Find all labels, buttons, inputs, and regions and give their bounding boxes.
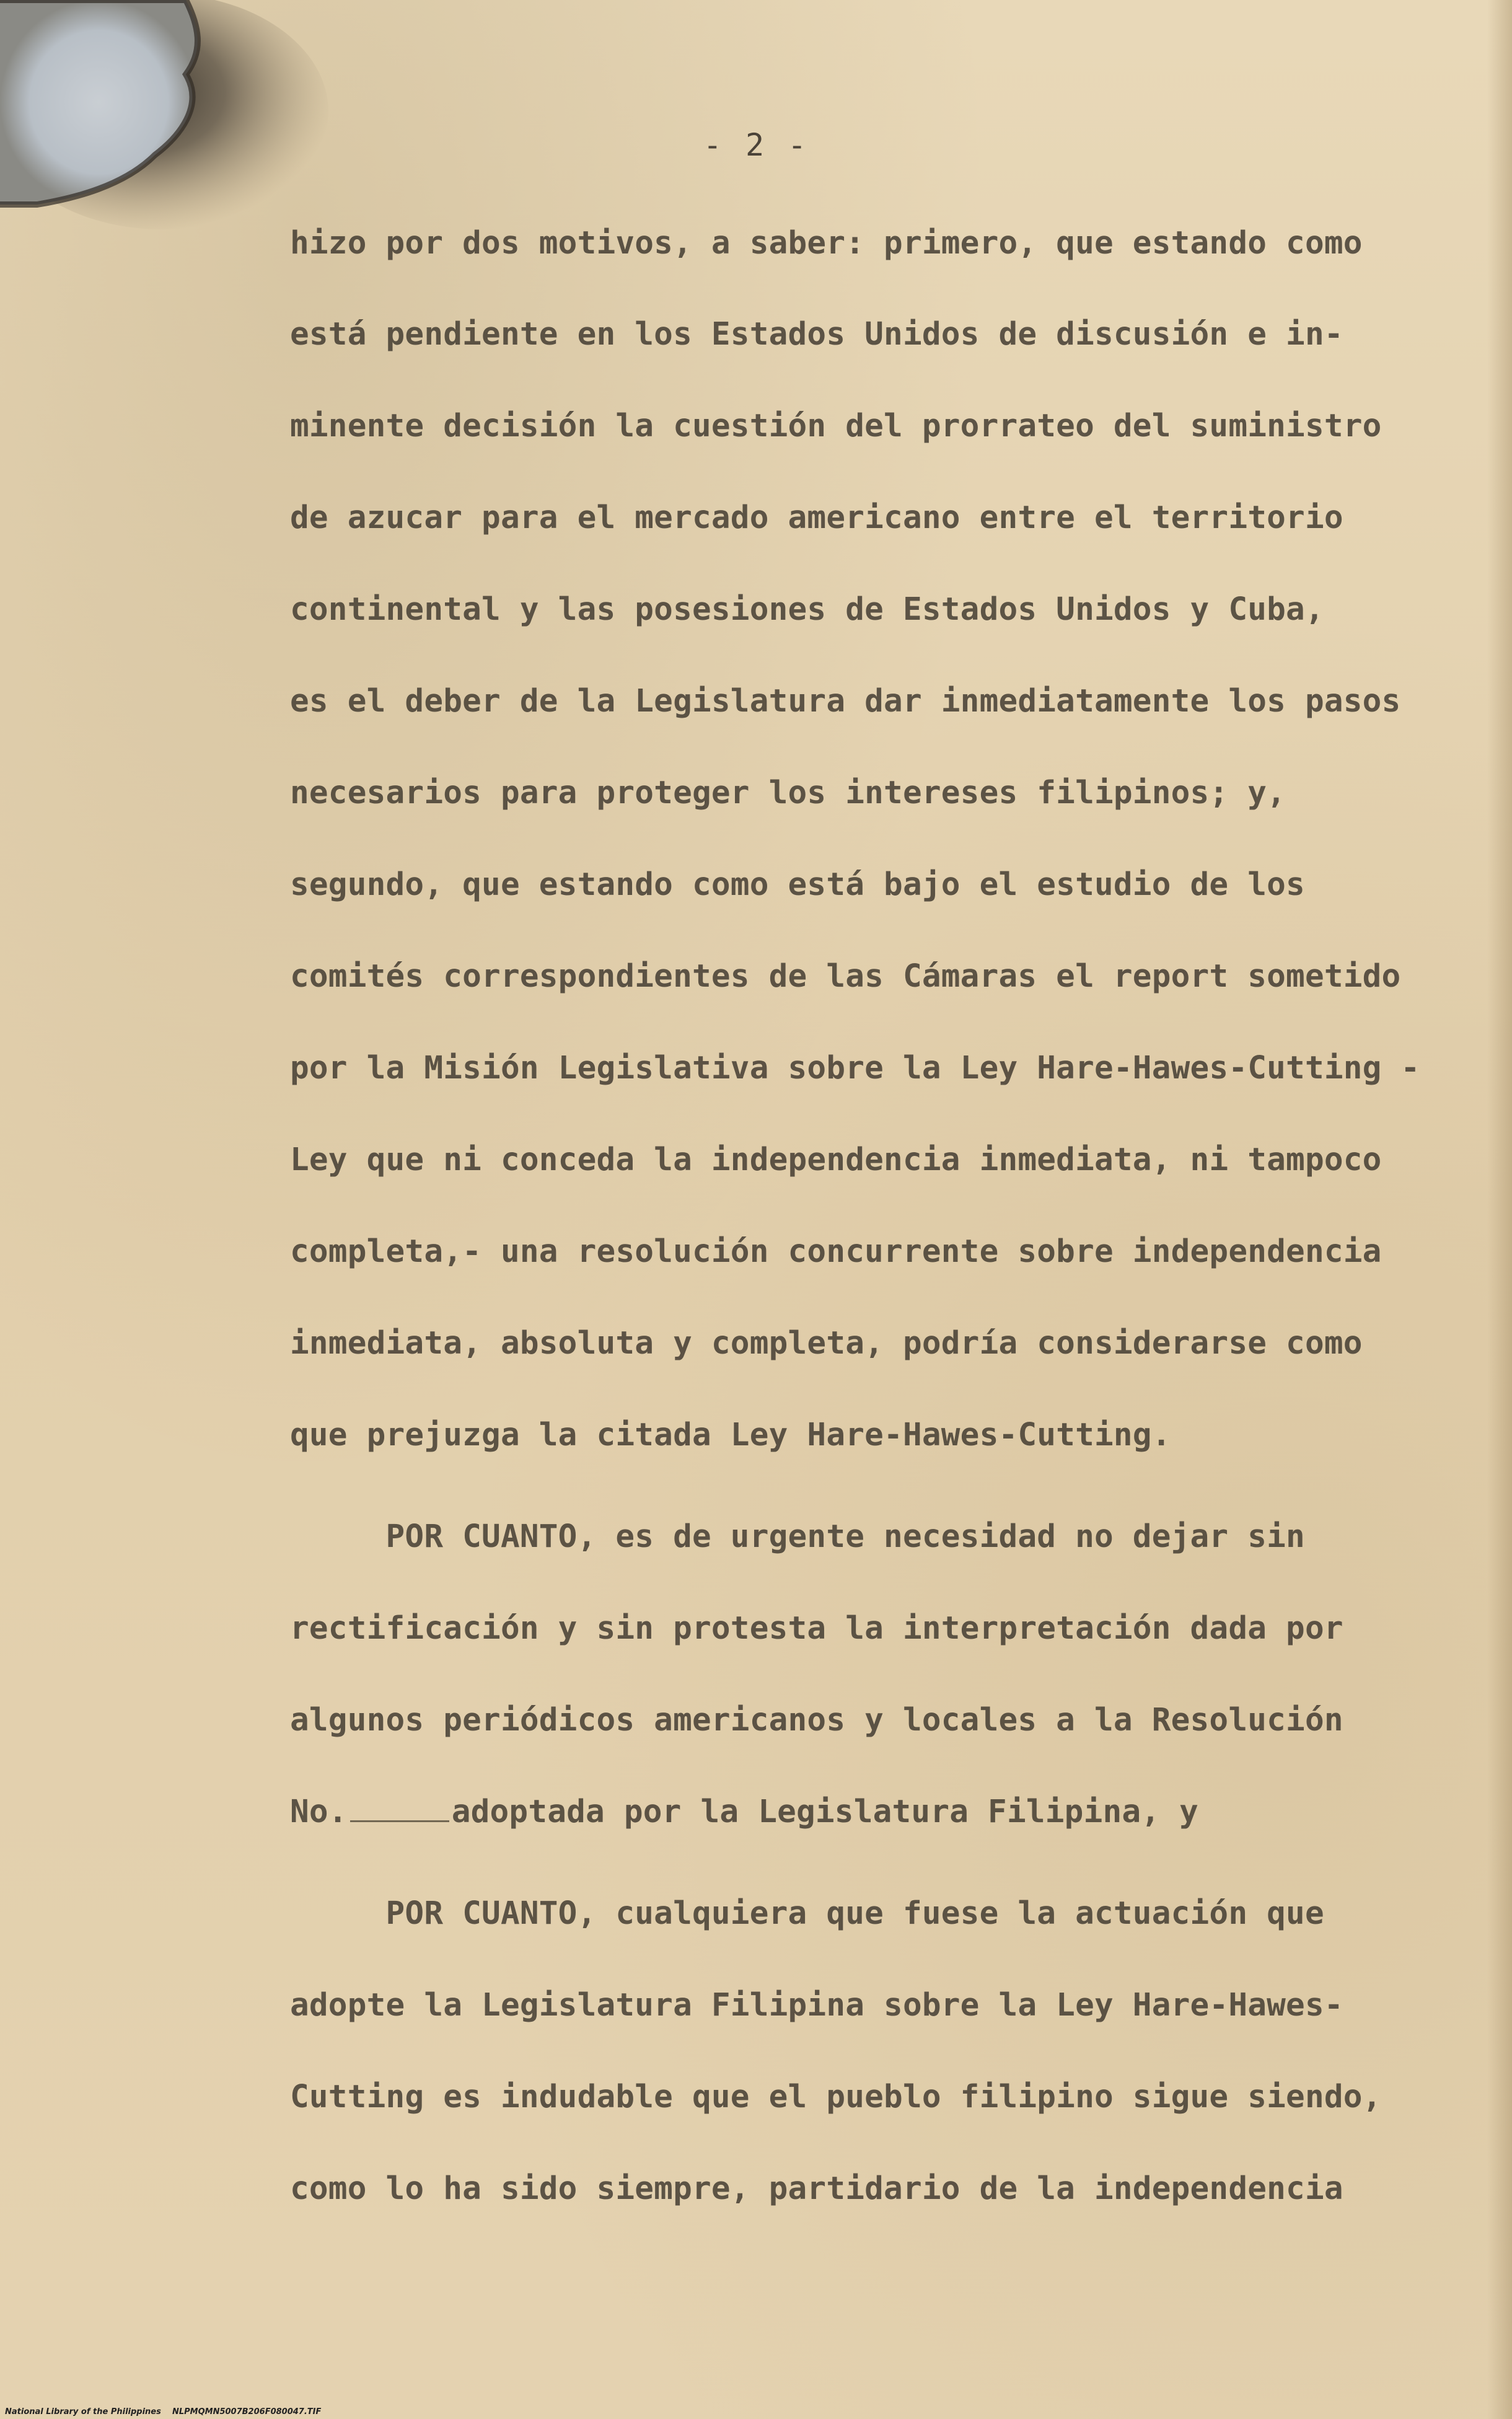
text-line: completa,- una resolución concurrente sobre independencia [290,1233,1382,1270]
resolution-number-blank [350,1794,449,1822]
text-line: POR CUANTO, cualquiera que fuese la actuación que [290,1895,1324,1932]
text-line: algunos periódicos americanos y locales a la Resolución [290,1702,1343,1738]
resolution-number-text: adoptada por la Legislatura Filipina, y [451,1794,1198,1830]
text-line: que prejuzga la citada Ley Hare-Hawes-Cutting. [290,1417,1171,1453]
burn-mark-image [0,0,347,236]
footer-library: National Library of the Philippines [5,2407,161,2417]
text-line: rectificación y sin protesta la interpretación dada por [290,1610,1343,1647]
text-line: inmediata, absoluta y completa, podría considerarse como [290,1325,1363,1362]
text-line: comités correspondientes de las Cámaras el report sometido [290,958,1401,995]
text-line: adopte la Legislatura Filipina sobre la Ley Hare-Hawes- [290,1987,1343,2024]
text-line: necesarios para proteger los intereses filipinos; y, [290,775,1286,811]
text-line-resolution-number [290,1794,1198,1831]
text-line: continental y las posesiones de Estados Unidos y Cuba, [290,591,1324,628]
text-line: Cutting es indudable que el pueblo filipino sigue siendo, [290,2079,1382,2115]
text-line: como lo ha sido siempre, partidario de la independencia [290,2170,1343,2207]
archive-footer [5,2407,321,2417]
text-line: hizo por dos motivos, a saber: primero, que estando como [290,225,1363,262]
footer-file-id: NLPMQMN5007B206F080047.TIF [172,2407,322,2417]
resolution-number-label: No. [290,1794,348,1830]
page-number: - 2 - [703,127,809,163]
text-line: Ley que ni conceda la independencia inmediata, ni tampoco [290,1142,1382,1178]
text-line: minente decisión la cuestión del prorrateo del suministro [290,408,1382,444]
text-line: POR CUANTO, es de urgente necesidad no dejar sin [290,1518,1305,1555]
text-line: segundo, que estando como está bajo el estudio de los [290,866,1305,903]
text-line: por la Misión Legislativa sobre la Ley Hare-Hawes-Cutting - [290,1050,1420,1086]
text-line: es el deber de la Legislatura dar inmediatamente los pasos [290,683,1401,720]
text-line: está pendiente en los Estados Unidos de discusión e in- [290,316,1343,353]
page-edge-shadow [1487,0,1512,2419]
text-line: de azucar para el mercado americano entre el territorio [290,500,1343,536]
